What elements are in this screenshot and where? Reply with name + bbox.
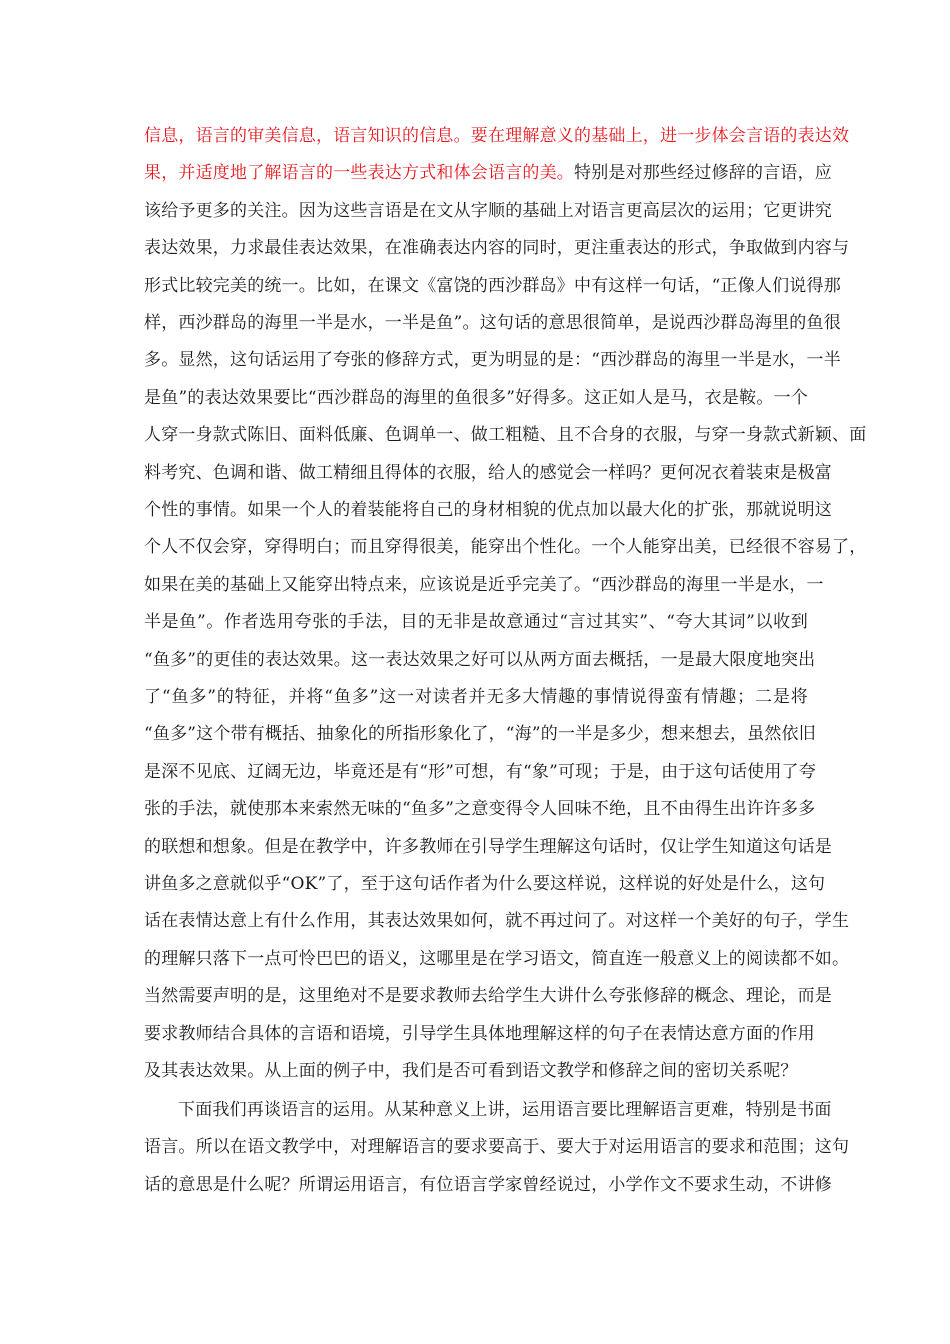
paragraph-2-first-line: 下面我们再谈语言的运用。从某种意义上讲，运用语言要比理解语言更难，特别是书面 <box>178 1100 832 1120</box>
text-line-20: 的联想和想象。但是在教学中，许多教师在引导学生理解这句话时，仅让学生知道这句话是 <box>144 837 832 857</box>
text-line-7: 多。显然，这句话运用了夸张的修辞方式，更为明显的是：“西沙群岛的海里一半是水，一半 <box>144 350 841 370</box>
text-line-13: 如果在美的基础上又能穿出特点来，应该说是近乎完美了。“西沙群岛的海里一半是水，一 <box>144 575 824 595</box>
text-line-25: 要求教师结合具体的言语和语境，引导学生具体地理解这样的句子在表情达意方面的作用 <box>144 1024 815 1044</box>
text-line-29: 话的意思是什么呢？所谓运用语言，有位语言学家曾经说过，小学作文不要求生动，不讲修 <box>144 1175 832 1195</box>
text-line-22: 话在表情达意上有什么作用，其表达效果如何，就不再过问了。对这样一个美好的句子，学生 <box>144 911 850 931</box>
text-line-16: 了“鱼多”的特征，并将“鱼多”这一对读者并无多大情趣的事情说得蛮有情趣；二是将 <box>144 687 808 707</box>
text-line-26: 及其表达效果。从上面的例子中，我们是否可看到语文教学和修辞之间的密切关系呢？ <box>144 1061 798 1081</box>
text-line-17: “鱼多”这个带有概括、抽象化的所指形象化了，“海”的一半是多少，想来想去，虽然依旧 <box>144 724 816 744</box>
text-line-4: 表达效果，力求最佳表达效果，在准确表达内容的同时，更注重表达的形式，争取做到内容与 <box>144 238 850 258</box>
text-line-28: 语言。所以在语文教学中，对理解语言的要求要高于、要大于对运用语言的要求和范围；这句 <box>144 1137 850 1157</box>
text-line-6: 样，西沙群岛的海里一半是水，一半是鱼”。这句话的意思很简单，是说西沙群岛海里的鱼很 <box>144 313 841 333</box>
text-line-14: 半是鱼”。作者选用夸张的手法，目的无非是故意通过“言过其实”、“夸大其词”以收到 <box>144 612 808 632</box>
text-line-18: 是深不见底、辽阔无边，毕竟还是有“形”可想，有“象”可现；于是，由于这句话使用了夸 <box>144 762 816 782</box>
text-line-19: 张的手法，就使那本来索然无味的“鱼多”之意变得令人回味不绝，且不由得生出许许多多 <box>144 799 816 819</box>
text-line-11: 个性的事情。如果一个人的着装能将自己的身材相貌的优点加以最大化的扩张，那就说明这 <box>144 500 832 520</box>
text-line-15: “鱼多”的更佳的表达效果。这一表达效果之好可以从两方面去概括，一是最大限度地突出 <box>144 650 816 670</box>
text-line-5: 形式比较完美的统一。比如，在课文《富饶的西沙群岛》中有这样一句话，“正像人们说得那 <box>144 276 841 296</box>
text-line-10: 料考究、色调和谐、做工精细且得体的衣服，给人的感觉会一样吗？更何况衣着装束是极富 <box>144 463 832 483</box>
text-line-2: 果，并适度地了解语言的一些表达方式和体会语言的美。特别是对那些经过修辞的言语，应 <box>144 163 832 183</box>
text-line-1 <box>144 120 850 152</box>
highlighted-text: 信息，语言的审美信息，语言知识的信息。要在理解意义的基础上，进一步体会言语的表达效 <box>144 126 850 146</box>
text-line-21: 讲鱼多之意就似乎“OK”了，至于这句话作者为什么要这样说，这样说的好处是什么，这句 <box>144 874 826 894</box>
text-line-12: 个人不仅会穿，穿得明白；而且穿得很美，能穿出个性化。一个人能穿出美，已经很不容易了， <box>144 537 867 557</box>
text-line-9: 人穿一身款式陈旧、面料低廉、色调单一、做工粗糙、且不合身的衣服，与穿一身款式新颖、面 <box>144 425 867 445</box>
highlighted-text: 果，并适度地了解语言的一些表达方式和体会语言的美。 <box>144 163 574 183</box>
text-line-23: 的理解只落下一点可怜巴巴的语义，这哪里是在学习语文，简直连一般意义上的阅读都不如。 <box>144 949 850 969</box>
text-line-3: 该给予更多的关注。因为这些言语是在文从字顺的基础上对语言更高层次的运用；它更讲究 <box>144 201 832 221</box>
text-line-24: 当然需要声明的是，这里绝对不是要求教师去给学生大讲什么夸张修辞的概念、理论，而是 <box>144 986 832 1006</box>
text-line-8: 是鱼”的表达效果要比“西沙群岛的海里的鱼很多”好得多。这正如人是马，衣是鞍。一个 <box>144 388 808 408</box>
